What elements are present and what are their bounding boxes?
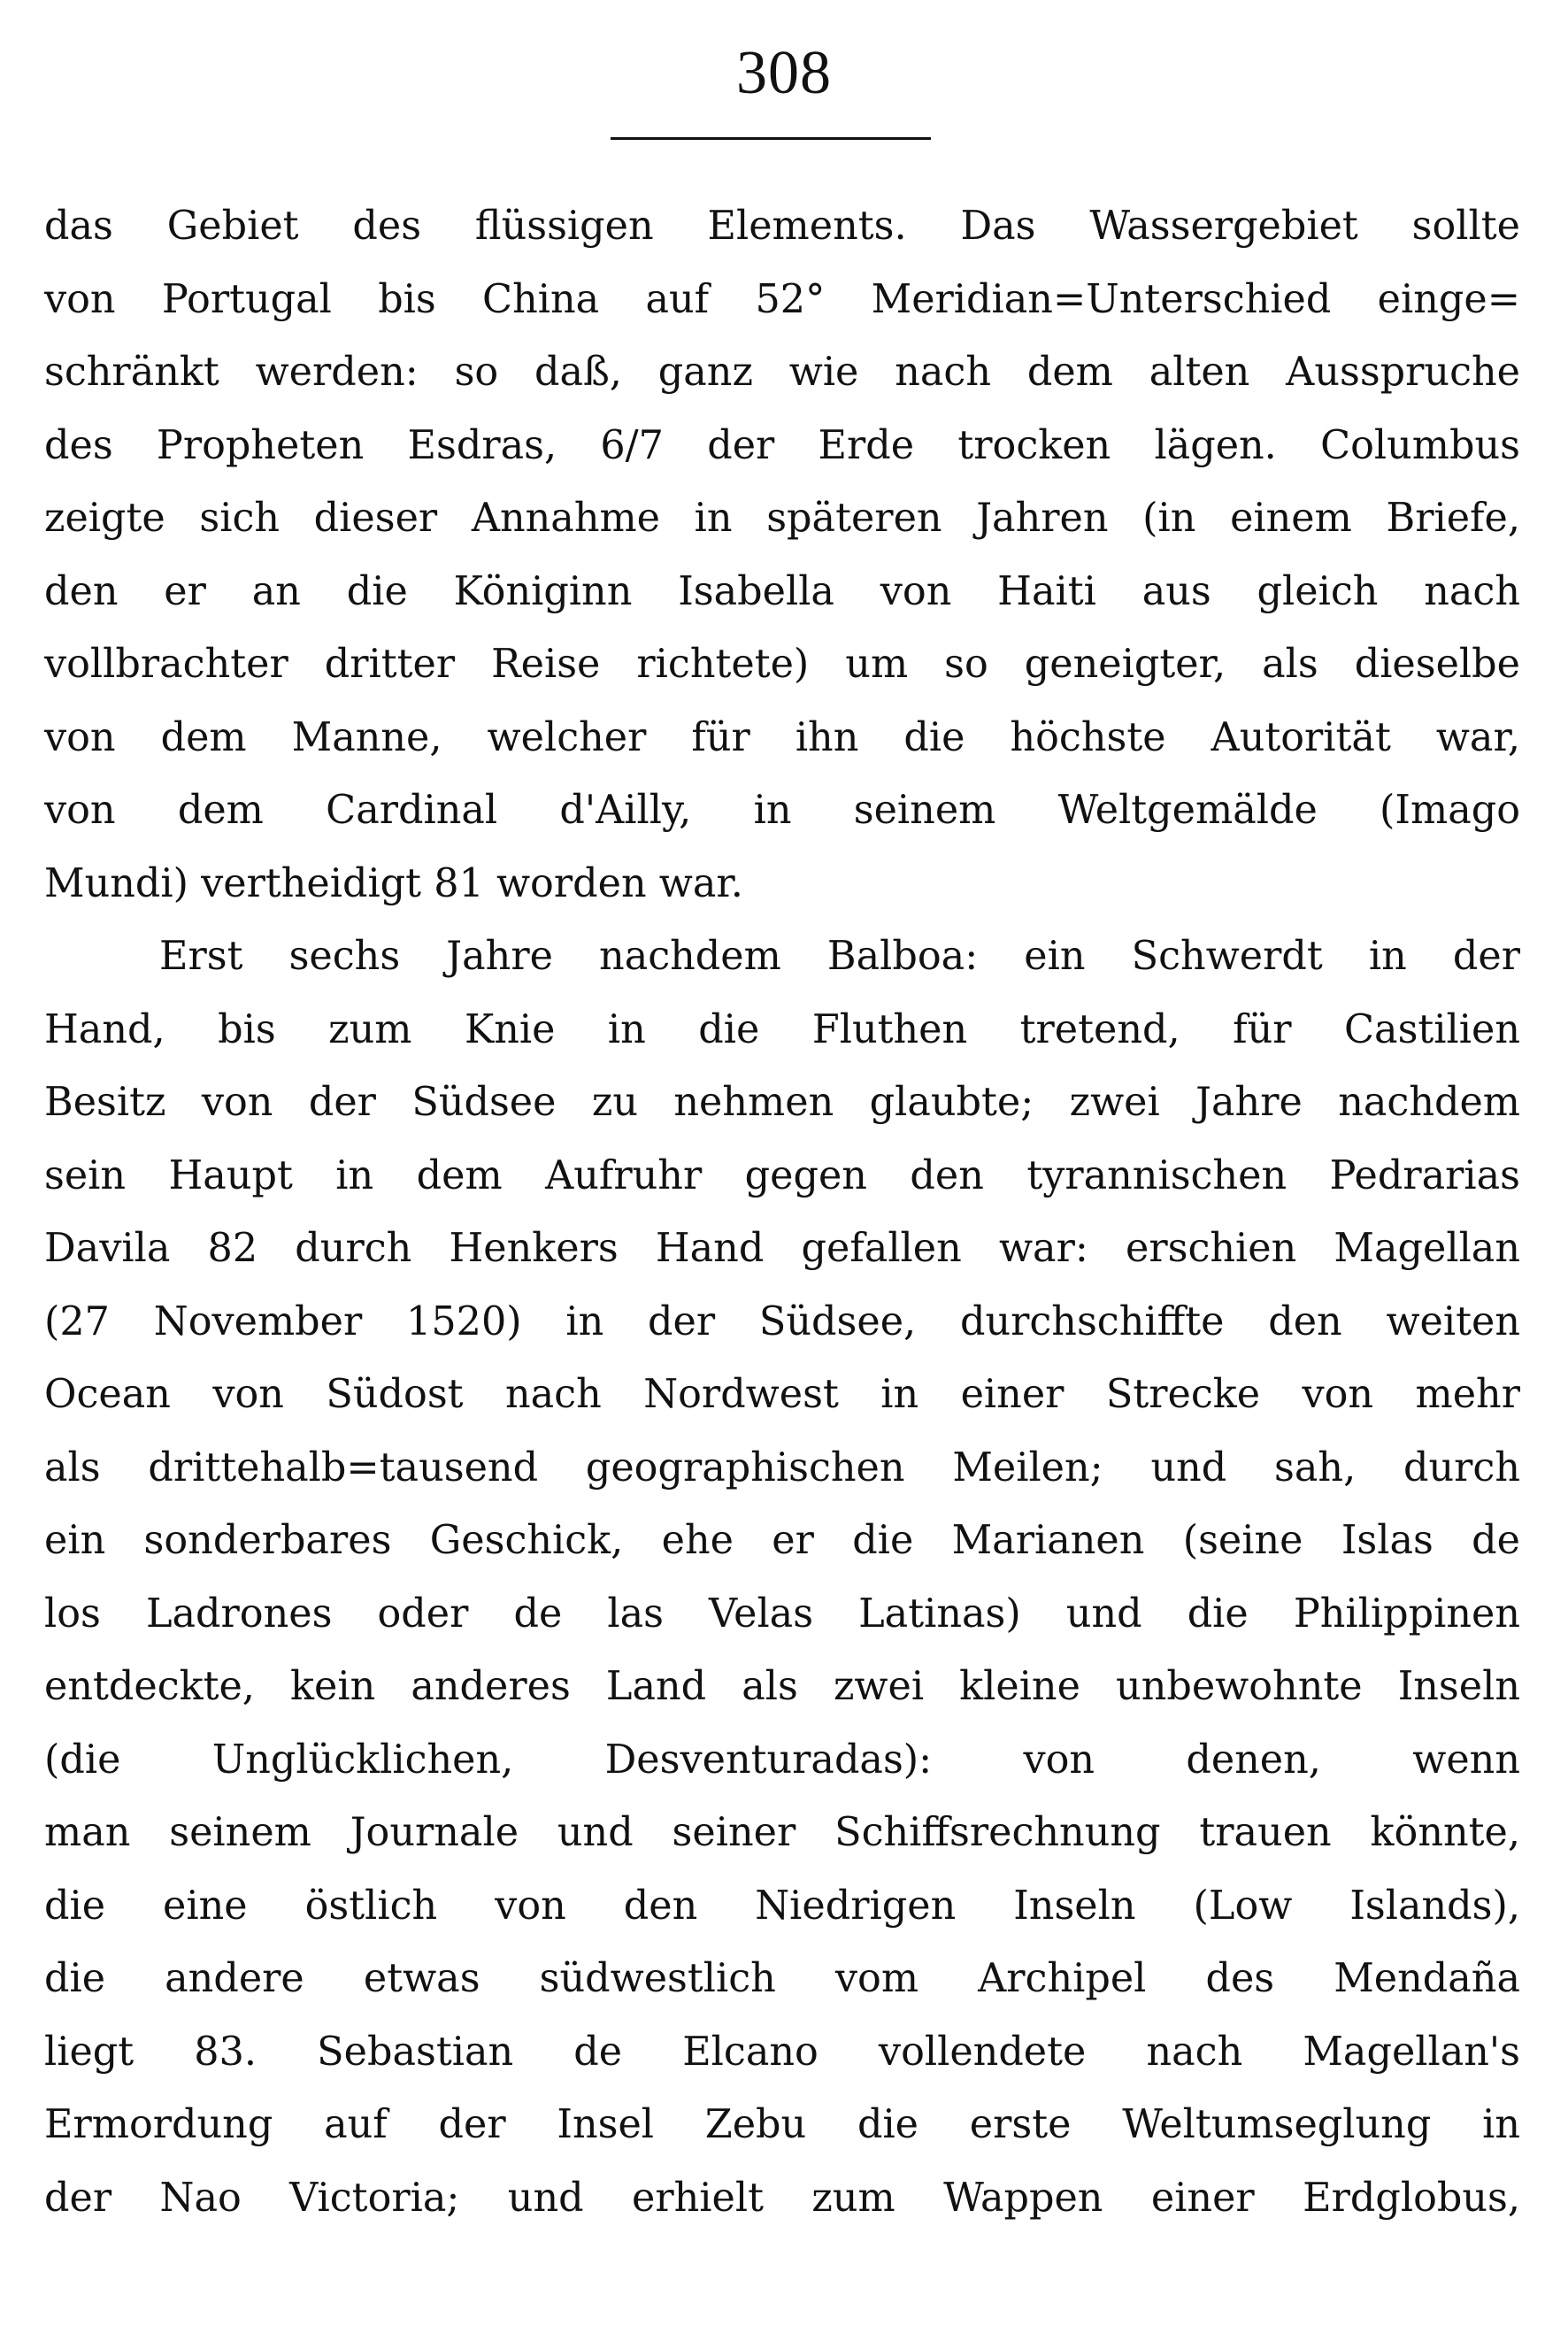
text-line: (die Unglücklichen, Desventuradas): von denen, wenn [44,1737,1520,1783]
text-line: von Portugal bis China auf 52° Meridian=Unterschied einge= [44,276,1520,322]
text-line: zeigte sich dieser Annahme in späteren Jahren (in einem Briefe, [44,496,1520,541]
text-line: die andere etwas südwestlich vom Archipel des Mendaña [44,1956,1520,2001]
page-number: 308 [736,39,832,107]
text-line: ein sonderbares Geschick, ehe er die Marianen (seine Islas de [44,1518,1520,1563]
text-line: von dem Cardinal d'Ailly, in seinem Weltgemälde (Imago [44,788,1520,833]
text-line: Ermordung auf der Insel Zebu die erste Weltumseglung in [44,2102,1520,2147]
text-line: (27 November 1520) in der Südsee, durchschiffte den weiten [44,1298,1520,1344]
text-line: Erst sechs Jahre nachdem Balboa: ein Schwerdt in der [159,934,1520,979]
text-line: Ocean von Südost nach Nordwest in einer Strecke von mehr [44,1372,1520,1417]
text-line: als drittehalb=tausend geographischen Meilen; und sah, durch [44,1444,1520,1490]
text-line: den er an die Königinn Isabella von Haiti aus gleich nach [44,568,1520,614]
text-line: Davila 82 durch Henkers Hand gefallen war: erschien Magellan [44,1226,1520,1271]
text-line: das Gebiet des flüssigen Elements. Das Wassergebiet sollte [44,204,1520,249]
text-line: man seinem Journale und seiner Schiffsrechnung trauen könnte, [44,1810,1520,1855]
text-line: schränkt werden: so daß, ganz wie nach dem alten Ausspruche [44,350,1520,395]
text-line: sein Haupt in dem Aufruhr gegen den tyrannischen Pedrarias [44,1152,1520,1198]
text-line: liegt 83. Sebastian de Elcano vollendete nach Magellan's [44,2029,1520,2075]
header-rule [611,137,931,140]
text-line: Besitz von der Südsee zu nehmen glaubte; zwei Jahre nachdem [44,1080,1520,1125]
text-line: der Nao Victoria; und erhielt zum Wappen einer Erdglobus, [44,2175,1520,2221]
text-line: des Propheten Esdras, 6/7 der Erde trocken lägen. Columbus [44,422,1520,468]
text-line: von dem Manne, welcher für ihn die höchste Autorität war, [44,714,1520,760]
text-line: vollbrachter dritter Reise richtete) um so geneigter, als dieselbe [44,642,1520,687]
body-text [44,190,1520,2235]
text-line: die eine östlich von den Niedrigen Inseln (Low Islands), [44,1883,1520,1929]
text-line: entdeckte, kein anderes Land als zwei kleine unbewohnte Inseln [44,1664,1520,1709]
text-line: Mundi) vertheidigt 81 worden war. [44,860,743,906]
text-line: Hand, bis zum Knie in die Fluthen tretend, für Castilien [44,1006,1520,1052]
text-line: los Ladrones oder de las Velas Latinas) und die Philippinen [44,1590,1520,1637]
